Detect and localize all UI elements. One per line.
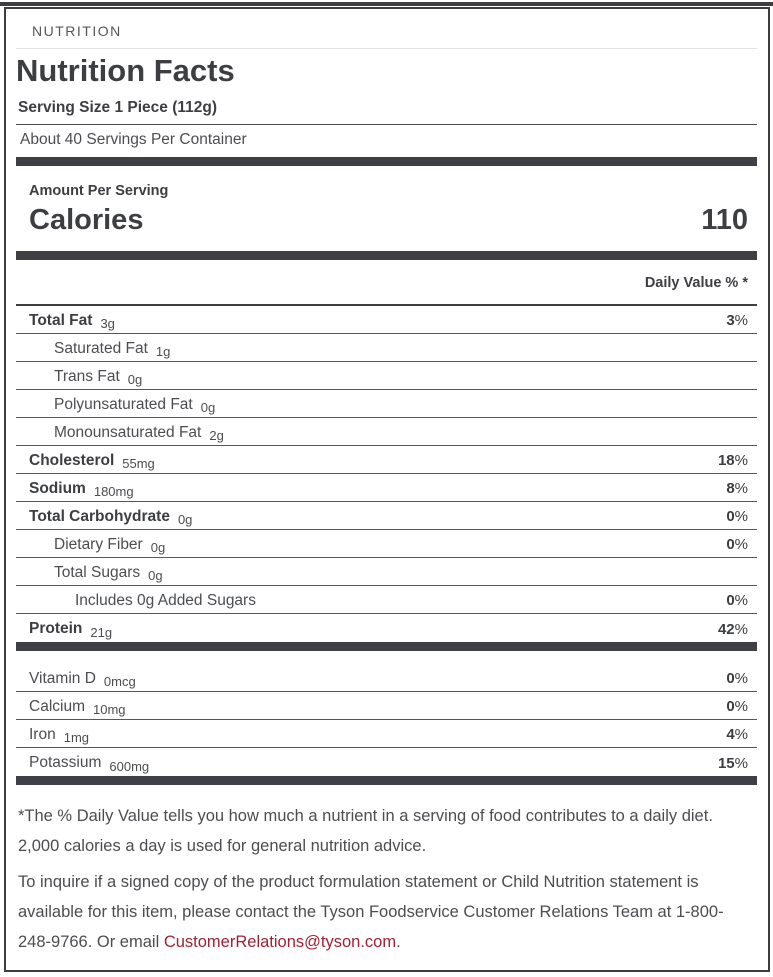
nutrient-amount: 0g (148, 568, 163, 583)
nutrient-row (16, 418, 757, 446)
nutrient-name: Potassium (29, 754, 102, 771)
nutrient-name: Includes 0g Added Sugars (75, 591, 256, 609)
nutrient-row (16, 502, 757, 530)
footnotes (18, 801, 755, 957)
daily-value-footnote: *The % Daily Value tells you how much a nutrient in a serving of food contributes to a daily diet. 2,000 calories a day is used for general nutrition advice. (18, 807, 713, 855)
nutrient-row (16, 720, 757, 748)
nutrient-name: Saturated Fat (54, 339, 148, 357)
inquiry-paragraph (18, 867, 755, 957)
nutrient-daily-value: 15% (717, 754, 748, 772)
nutrition-facts-panel (4, 7, 770, 972)
nutrition-facts-title: Nutrition Facts (16, 53, 235, 88)
nutrient-amount: 180mg (93, 484, 134, 499)
nutrient-row (16, 748, 757, 776)
nutrient-row (16, 446, 757, 474)
nutrient-row (16, 530, 757, 558)
section-bar (16, 642, 757, 651)
nutrient-row (16, 474, 757, 502)
section-bar (16, 157, 757, 166)
nutrient-daily-value: 0% (726, 592, 748, 609)
nutrient-row (16, 664, 757, 692)
nutrient-row (16, 362, 757, 390)
nutrient-amount: 3g (100, 316, 115, 331)
nutrient-amount: 0g (150, 540, 166, 555)
nutrient-table (16, 304, 757, 642)
nutrient-row (16, 334, 757, 362)
nutrient-amount: 21g (90, 624, 113, 640)
serving-size: Serving Size 1 Piece (112g) (18, 99, 218, 116)
nutrient-row (16, 558, 757, 586)
nutrient-name: Calcium (29, 697, 85, 715)
nutrient-daily-value: 0% (726, 670, 748, 687)
calories-label: Calories (29, 204, 144, 236)
nutrient-daily-value: 42% (717, 620, 748, 638)
nutrient-name: Iron (29, 725, 56, 743)
nutrient-row (16, 306, 757, 334)
inquiry-text: To inquire if a signed copy of the product formulation statement or Child Nutrition statement is available for this item, please contact the Tyson Foodservice Customer Relations Team at 1-800-248-9766. Or email (18, 873, 724, 951)
nutrient-amount: 0g (177, 512, 193, 527)
nutrient-amount: 1mg (63, 730, 90, 745)
nutrient-name: Total Sugars (54, 563, 141, 581)
nutrient-row (16, 692, 757, 720)
nutrient-row (16, 586, 757, 614)
nutrient-amount: 0g (127, 372, 143, 387)
calories-row (29, 202, 757, 238)
amount-per-serving-label: Amount Per Serving (29, 183, 169, 199)
section-bar (16, 776, 757, 785)
section-divider (16, 48, 757, 49)
nutrient-name: Sodium (29, 479, 86, 497)
nutrient-name: Monounsaturated Fat (54, 423, 202, 441)
nutrient-name: Protein (29, 620, 83, 637)
daily-value-header: Daily Value % * (644, 275, 748, 291)
section-bar (16, 251, 757, 260)
nutrient-name: Total Fat (29, 311, 93, 329)
nutrient-row (16, 614, 757, 642)
nutrient-name: Polyunsaturated Fat (54, 395, 193, 413)
nutrient-amount: 2g (209, 428, 224, 443)
customer-relations-email-link[interactable]: CustomerRelations@tyson.com (163, 933, 397, 951)
nutrient-daily-value: 8% (726, 480, 748, 497)
nutrient-amount: 0g (200, 400, 216, 415)
nutrient-daily-value: 0% (726, 508, 748, 525)
nutrient-amount: 10mg (92, 702, 126, 717)
section-label: NUTRITION (32, 23, 122, 39)
inquiry-period: . (396, 933, 401, 951)
nutrient-amount: 0mcg (103, 674, 136, 689)
nutrient-name: Vitamin D (29, 669, 96, 687)
nutrient-name: Cholesterol (29, 451, 115, 469)
nutrient-daily-value: 0% (726, 536, 748, 553)
top-rule (0, 2, 773, 6)
nutrient-name: Trans Fat (54, 367, 120, 385)
servings-per-container: About 40 Servings Per Container (20, 131, 247, 148)
nutrient-daily-value: 18% (717, 452, 748, 469)
nutrient-amount: 55mg (122, 456, 155, 471)
nutrient-daily-value: 4% (726, 726, 748, 743)
nutrient-daily-value: 3% (726, 312, 748, 329)
nutrient-name: Dietary Fiber (54, 535, 143, 553)
calories-value: 110 (701, 204, 748, 236)
nutrient-row (16, 390, 757, 418)
nutrient-daily-value: 0% (726, 698, 748, 715)
nutrient-name: Total Carbohydrate (29, 507, 170, 525)
nutrient-amount: 600mg (109, 758, 150, 774)
nutrient-amount: 1g (155, 344, 171, 359)
vitamin-table (16, 664, 757, 776)
